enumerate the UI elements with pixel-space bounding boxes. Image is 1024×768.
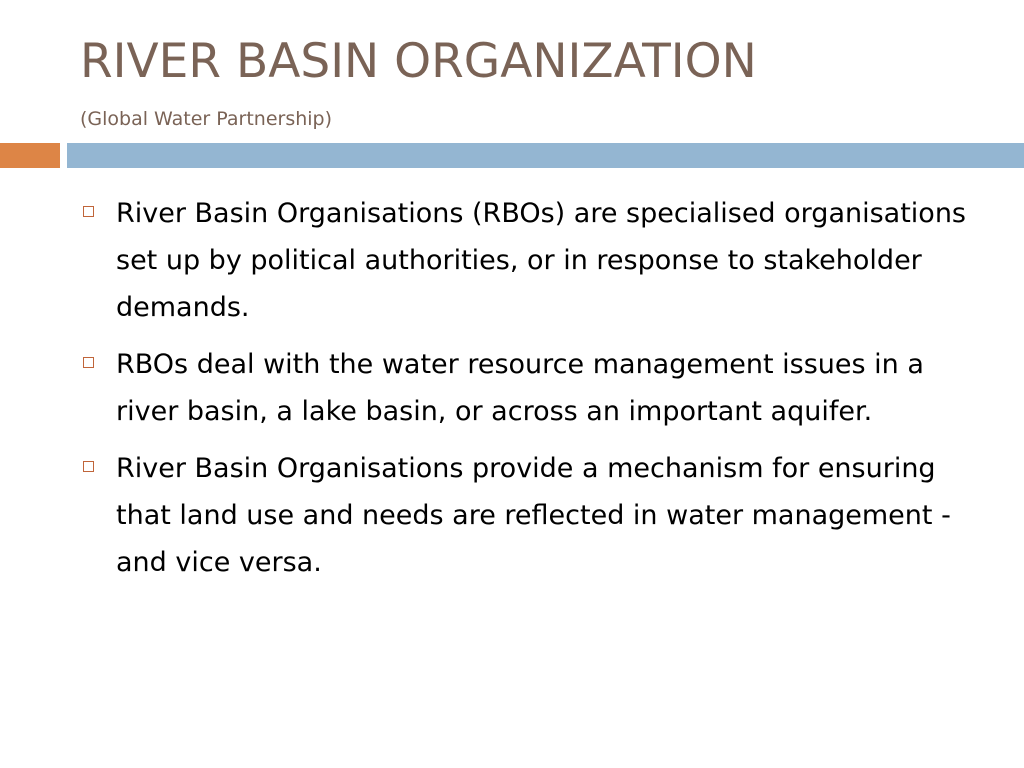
hollow-square-icon [83, 357, 94, 368]
hollow-square-icon [83, 206, 94, 217]
bullet-item [80, 341, 980, 435]
bullet-item [80, 190, 980, 331]
accent-bar-orange [0, 143, 60, 168]
hollow-square-icon [83, 461, 94, 472]
bullet-text: River Basin Organisations (RBOs) are specialised organisations set up by political authorities, or in response to stakeholder demands. [116, 198, 966, 323]
slide-title: RIVER BASIN ORGANIZATION [80, 34, 757, 89]
bullet-item [80, 445, 980, 586]
accent-bar-blue [67, 143, 1024, 168]
slide-subtitle: (Global Water Partnership) [80, 108, 333, 130]
bullet-list [80, 190, 980, 596]
bullet-text: RBOs deal with the water resource management issues in a river basin, a lake basin, or across an important aquifer. [116, 349, 924, 427]
bullet-text: River Basin Organisations provide a mechanism for ensuring that land use and needs are reflected in water management - and vice versa. [116, 453, 951, 578]
